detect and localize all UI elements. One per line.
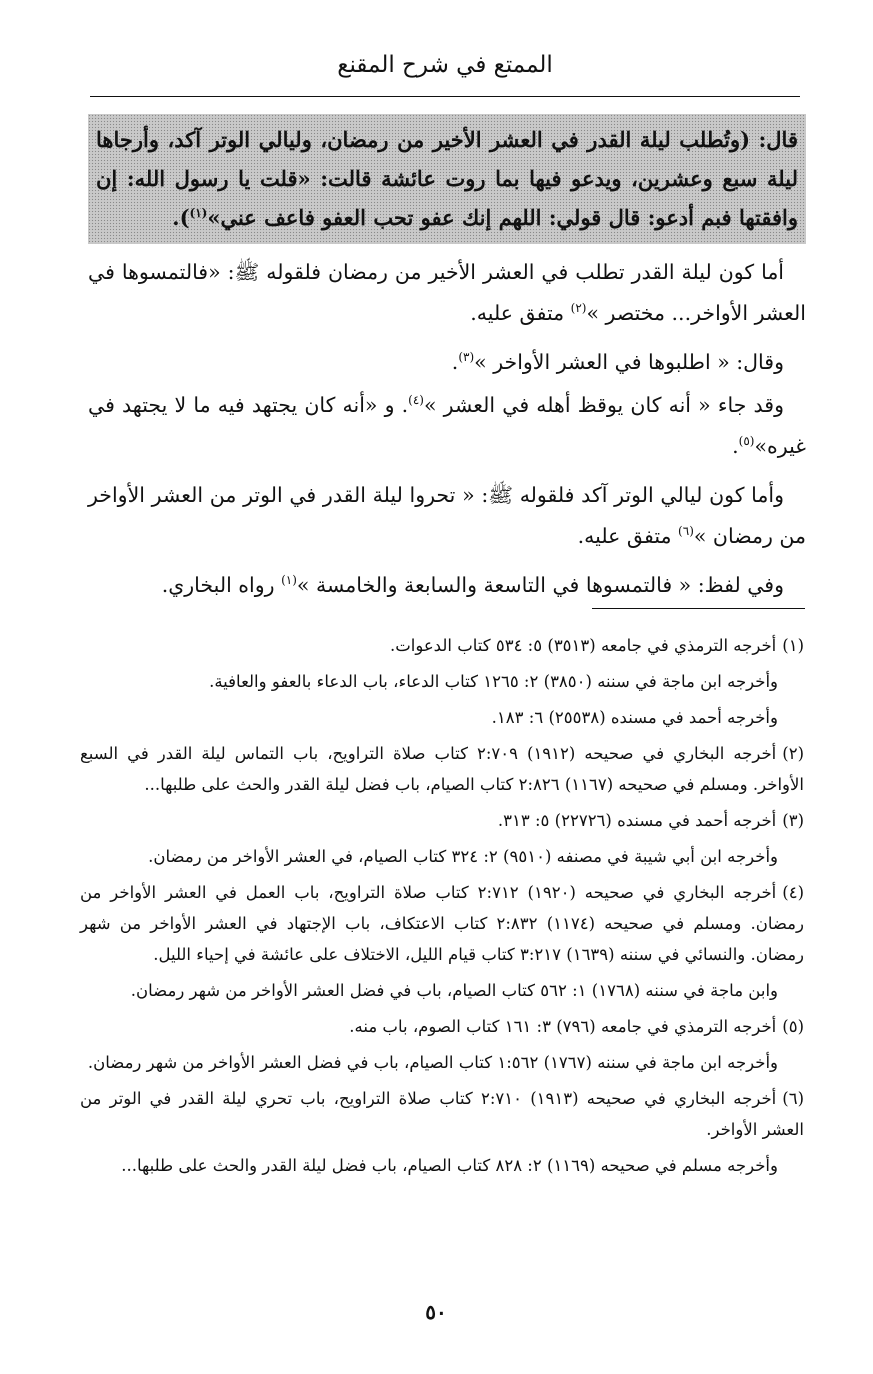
footnote-1-continuation xyxy=(80,702,804,733)
footnote-ref: (١) xyxy=(189,206,208,220)
footnote-text: أخرجه البخاري في صحيحه (١٩١٣) ٢:٧١٠ كتاب صلاة التراويح، باب تحري ليلة القدر في الوتر من العشر الأواخر. xyxy=(80,1089,804,1139)
footnote-ref: (٢) xyxy=(570,301,587,315)
footnote-number: (٢) xyxy=(782,744,805,763)
footnote-6-continuation xyxy=(80,1150,804,1181)
footnote-ref: (١) xyxy=(281,573,297,587)
paragraph-1 xyxy=(88,252,806,334)
footnote-1-continuation xyxy=(80,666,804,697)
matn-main-text: قال: (وتُطلب ليلة القدر في العشر الأخير من رمضان، وليالي الوتر آكد، وأرجاها ليلة سبع وعشرين، ويدعو فيها بما روت عائشة قالت: «قلت يا رسول الله: إن وافقتها فبم أدعو: قال قولي: اللهم إنك عفو تحب العفو فاعف عني» xyxy=(96,127,798,230)
footnote-text: وابن ماجة في سننه (١٧٦٨) ١: ٥٦٢ كتاب الصيام، باب في فضل العشر الأواخر من شهر رمضان. xyxy=(130,981,778,1000)
footnote-number: (١) xyxy=(782,636,804,655)
matn-text xyxy=(88,114,806,237)
paragraph-mid: . و «أنه كان يجتهد فيه ما لا يجتهد في غيره» xyxy=(88,393,806,458)
paragraph-tail: . xyxy=(732,434,739,458)
footnote-text: وأخرجه ابن ماجة في سننه (٣٨٥٠) ٢: ١٢٦٥ كتاب الدعاء، باب الدعاء بالعفو والعافية. xyxy=(209,672,778,691)
footnote-number: (٥) xyxy=(782,1017,804,1036)
page-number: ٥٠ xyxy=(425,1300,447,1324)
footnote-separator xyxy=(592,608,805,609)
footnote-4 xyxy=(80,877,804,970)
paragraph-text: وقال: « اطلبوها في العشر الأواخر » xyxy=(474,350,784,374)
paragraph-text: وفي لفظ: « فالتمسوها في التاسعة والسابعة والخامسة » xyxy=(296,573,784,597)
footnote-text: أخرجه البخاري في صحيحه (١٩٢٠) ٢:٧١٢ كتاب صلاة التراويح، باب العمل في العشر الأواخر من رمضان. ومسلم في صحيحه (١١٧٤) ٢:٨٣٢ كتاب الاعتكاف، باب الإجتهاد في العشر الأواخر من شهر رمضان. والنسائي في سننه (١٦٣٩) ٣:٢١٧ كتاب قيام الليل، الاختلاف على عائشة في إحياء الليل. xyxy=(80,883,804,964)
footnotes xyxy=(80,630,804,1186)
paragraph-text: وأما كون ليالي الوتر آكد فلقوله ﷺ: « تحروا ليلة القدر في الوتر من العشر الأواخر من رمضان » xyxy=(88,483,806,548)
running-header-title: الممتع في شرح المقنع xyxy=(337,52,553,78)
paragraph-2 xyxy=(88,342,806,383)
matn-end: ). xyxy=(172,205,190,230)
paragraph-3 xyxy=(88,385,806,467)
footnote-ref: (٣) xyxy=(458,350,475,364)
footnote-5 xyxy=(80,1011,804,1042)
footnote-number: (٦) xyxy=(782,1089,804,1108)
footnote-5-continuation xyxy=(80,1047,804,1078)
footnote-number: (٤) xyxy=(782,883,805,902)
matn-highlight-box xyxy=(88,114,806,244)
footnote-text: أخرجه الترمذي في جامعه (٧٩٦) ٣: ١٦١ كتاب الصوم، باب منه. xyxy=(349,1017,777,1036)
paragraph-5 xyxy=(88,565,806,606)
footnote-text: وأخرجه ابن ماجة في سننه (١٧٦٧) ١:٥٦٢ كتاب الصيام، باب في فضل العشر الأواخر من شهر رمضان. xyxy=(87,1053,778,1072)
footnote-text: أخرجه الترمذي في جامعه (٣٥١٣) ٥: ٥٣٤ كتاب الدعوات. xyxy=(389,636,777,655)
footnote-text: وأخرجه مسلم في صحيحه (١١٦٩) ٢: ٨٢٨ كتاب الصيام، باب فضل ليلة القدر والحث على طلبها... xyxy=(121,1156,778,1175)
paragraph-tail: متفق عليه. xyxy=(470,301,571,325)
paragraph-tail: متفق عليه. xyxy=(577,524,679,548)
footnote-ref: (٤) xyxy=(408,393,424,407)
footnote-ref: (٦) xyxy=(678,524,694,538)
footnote-6 xyxy=(80,1083,804,1145)
paragraph-text: أما كون ليلة القدر تطلب في العشر الأخير من رمضان فلقوله ﷺ: «فالتمسوها في العشر الأواخر... مختصر » xyxy=(88,260,806,325)
footnote-3 xyxy=(80,805,804,836)
footnote-text: وأخرجه ابن أبي شيبة في مصنفه (٩٥١٠) ٢: ٣٢٤ كتاب الصيام، في العشر الأواخر من رمضان. xyxy=(148,847,778,866)
footnote-text: أخرجه البخاري في صحيحه (١٩١٢) ٢:٧٠٩ كتاب صلاة التراويح، باب التماس ليلة القدر في السبع الأواخر. ومسلم في صحيحه (١١٦٧) ٢:٨٢٦ كتاب الصيام، باب فضل ليلة القدر والحث على طلبها... xyxy=(80,744,804,794)
paragraph-tail: . xyxy=(451,350,459,374)
footnote-1 xyxy=(80,630,804,661)
footnote-2 xyxy=(80,738,804,800)
paragraph-tail: رواه البخاري. xyxy=(161,573,282,597)
footnote-ref: (٥) xyxy=(738,434,755,448)
footnote-4-continuation xyxy=(80,975,804,1006)
header-rule xyxy=(90,96,800,97)
footnote-number: (٣) xyxy=(782,811,804,830)
paragraph-text: وقد جاء « أنه كان يوقظ أهله في العشر » xyxy=(423,393,784,417)
paragraph-4 xyxy=(88,475,806,557)
commentary-body xyxy=(88,252,806,608)
footnote-text: أخرجه أحمد في مسنده (٢٢٧٢٦) ٥: ٣١٣. xyxy=(497,811,777,830)
footnote-3-continuation xyxy=(80,841,804,872)
footnote-text: وأخرجه أحمد في مسنده (٢٥٥٣٨) ٦: ١٨٣. xyxy=(491,708,778,727)
